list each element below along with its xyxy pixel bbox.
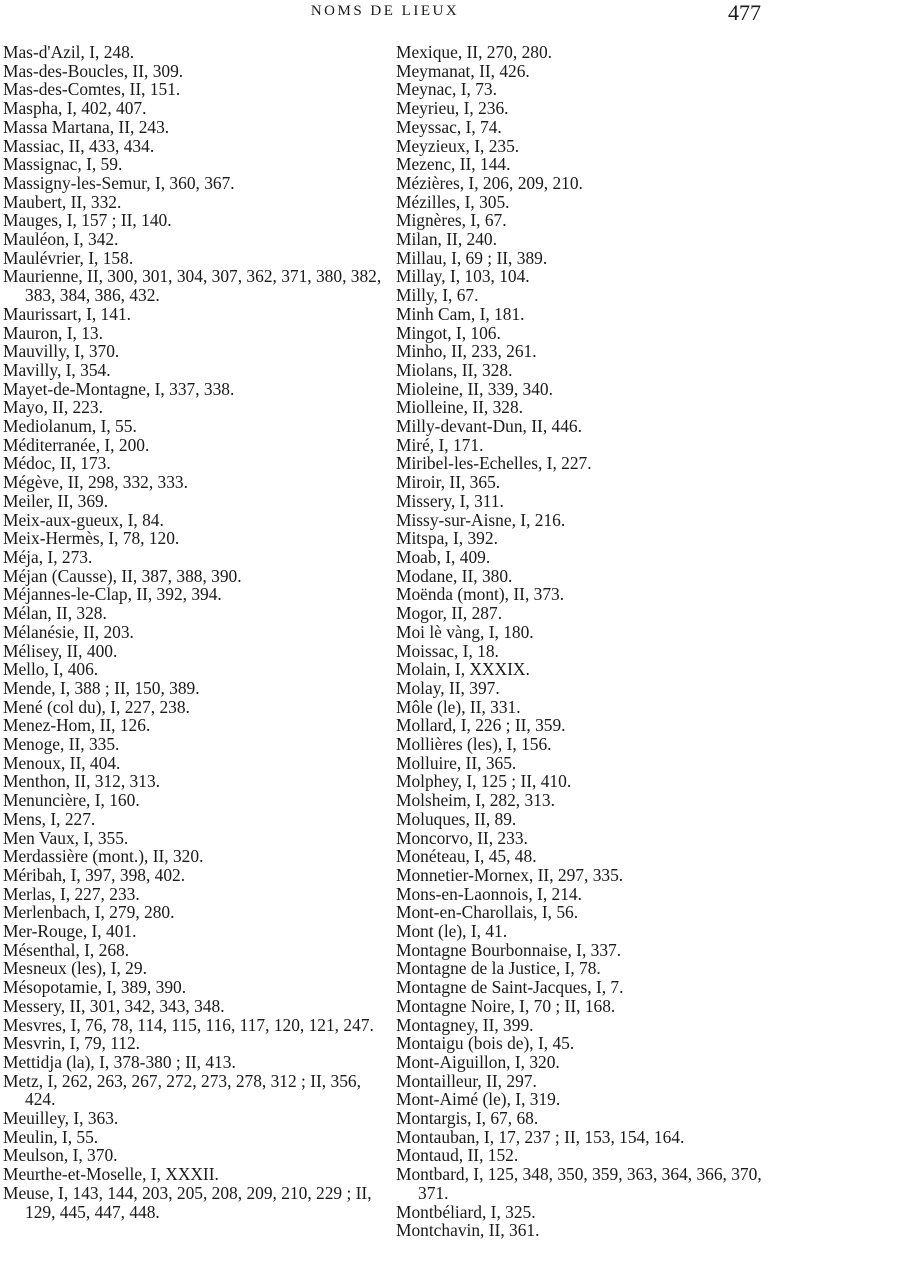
index-entry: Mélanésie, II, 203. — [3, 621, 134, 642]
index-entry: Moënda (mont), II, 373. — [396, 584, 565, 605]
index-entry: Maspha, I, 402, 407. — [3, 98, 147, 119]
index-entry: Mauges, I, 157 ; II, 140. — [3, 210, 172, 231]
index-entry: Mené (col du), I, 227, 238. — [3, 696, 190, 717]
index-entry: Menthon, II, 312, 313. — [3, 771, 160, 792]
index-entry: Mayet-de-Montagne, I, 337, 338. — [3, 378, 235, 399]
index-entry: Mingot, I, 106. — [396, 322, 501, 343]
index-entry: Molay, II, 397. — [396, 677, 500, 698]
index-entry: Mezenc, II, 144. — [396, 154, 511, 175]
index-entry: Mélan, II, 328. — [3, 603, 107, 624]
index-entry: Mauvilly, I, 370. — [3, 341, 120, 362]
index-entry: Méribah, I, 397, 398, 402. — [3, 864, 186, 885]
running-title: NOMS DE LIEUX — [310, 3, 460, 19]
index-entry: Mitspa, I, 392. — [396, 528, 498, 549]
page-number: 477 — [728, 0, 761, 25]
index-entry: Mésopotamie, I, 389, 390. — [3, 977, 187, 998]
index-entry: Minho, II, 233, 261. — [396, 341, 537, 362]
index-entry: Montagne Bourbonnaise, I, 337. — [396, 939, 622, 960]
index-entry: Montailleur, II, 297. — [396, 1070, 537, 1091]
index-entry: Moluques, II, 89. — [396, 808, 517, 829]
index-entry: Mettidja (la), I, 378-380 ; II, 413. — [3, 1051, 236, 1072]
index-entry: Mélisey, II, 400. — [3, 640, 118, 661]
index-entry: Maurienne, II, 300, 301, 304, 307, 362, 371, 380, 382, 383, 384, 386, 432. — [3, 266, 382, 306]
index-entry: Mollard, I, 226 ; II, 359. — [396, 715, 566, 736]
index-entry: Massigny-les-Semur, I, 360, 367. — [3, 172, 235, 193]
index-entry: Minh Cam, I, 181. — [396, 303, 525, 324]
index-entry: Montaigu (bois de), I, 45. — [396, 1033, 575, 1054]
index-entry: Meix-aux-gueux, I, 84. — [3, 509, 164, 530]
index-column-left — [3, 43, 383, 1221]
index-entry: Mollières (les), I, 156. — [396, 734, 552, 755]
index-entry: Merdassière (mont.), II, 320. — [3, 846, 204, 867]
index-entry: Meynac, I, 73. — [396, 79, 497, 100]
index-entry: Meulin, I, 55. — [3, 1126, 99, 1147]
index-entry: Méjan (Causse), II, 387, 388, 390. — [3, 565, 242, 586]
index-entry: Moncorvo, II, 233. — [396, 827, 528, 848]
index-entry: Milan, II, 240. — [396, 229, 497, 250]
index-entry: Mas-des-Comtes, II, 151. — [3, 79, 181, 100]
index-entry: Mioleine, II, 339, 340. — [396, 378, 553, 399]
index-entry: Missery, I, 311. — [396, 490, 504, 511]
index-entry: Meyzieux, I, 235. — [396, 135, 520, 156]
index-entry: Miribel-les-Echelles, I, 227. — [396, 453, 592, 474]
index-entry: Mesvres, I, 76, 78, 114, 115, 116, 117, 120, 121, 247. — [3, 1014, 374, 1035]
index-entry: Mogor, II, 287. — [396, 603, 503, 624]
index-entry: Méjannes-le-Clap, II, 392, 394. — [3, 584, 222, 605]
index-entry: Montagney, II, 399. — [396, 1014, 534, 1035]
index-entry: Molluire, II, 365. — [396, 752, 517, 773]
index-entry: Massa Martana, II, 243. — [3, 116, 170, 137]
index-entry: Monéteau, I, 45, 48. — [396, 846, 537, 867]
index-entry: Meurthe-et-Moselle, I, XXXII. — [3, 1164, 219, 1185]
index-entry: Mesvrin, I, 79, 112. — [3, 1033, 141, 1054]
index-entry: Men Vaux, I, 355. — [3, 827, 129, 848]
index-entry: Miolleine, II, 328. — [396, 397, 524, 418]
index-entry: Meulson, I, 370. — [3, 1145, 118, 1166]
index-entry: Mesneux (les), I, 29. — [3, 958, 147, 979]
index-entry: Mens, I, 227. — [3, 808, 96, 829]
index-entry: Mayo, II, 223. — [3, 397, 103, 418]
index-entry: Milly-devant-Dun, II, 446. — [396, 416, 582, 437]
index-entry: Messery, II, 301, 342, 343, 348. — [3, 995, 225, 1016]
index-entry: Miroir, II, 365. — [396, 472, 501, 493]
index-entry: Moi lè vàng, I, 180. — [396, 621, 534, 642]
index-entry: Montagne de Saint-Jacques, I, 7. — [396, 977, 624, 998]
index-entry: Millay, I, 103, 104. — [396, 266, 530, 287]
index-entry: Monnetier-Mornex, II, 297, 335. — [396, 864, 624, 885]
index-entry: Mediolanum, I, 55. — [3, 416, 137, 437]
index-entry: Molain, I, XXXIX. — [396, 659, 530, 680]
index-entry: Merlas, I, 227, 233. — [3, 883, 140, 904]
index-entry: Maulévrier, I, 158. — [3, 247, 134, 268]
index-entry: Menuncière, I, 160. — [3, 790, 140, 811]
index-entry: Mons-en-Laonnois, I, 214. — [396, 883, 582, 904]
index-entry: Montagne Noire, I, 70 ; II, 168. — [396, 995, 616, 1016]
index-entry: Montargis, I, 67, 68. — [396, 1108, 539, 1129]
index-entry: Mignères, I, 67. — [396, 210, 507, 231]
index-entry: Meyrieu, I, 236. — [396, 98, 509, 119]
index-entry: Mer-Rouge, I, 401. — [3, 921, 137, 942]
index-entry: Mésenthal, I, 268. — [3, 939, 130, 960]
index-entry: Mézilles, I, 305. — [396, 191, 510, 212]
index-entry: Menoge, II, 335. — [3, 734, 120, 755]
index-entry: Massignac, I, 59. — [3, 154, 123, 175]
index-entry: Mauléon, I, 342. — [3, 229, 119, 250]
index-entry: Maurissart, I, 141. — [3, 303, 131, 324]
index-entry: Montauban, I, 17, 237 ; II, 153, 154, 164. — [396, 1126, 685, 1147]
index-entry: Mas-des-Boucles, II, 309. — [3, 60, 184, 81]
index-entry: Missy-sur-Aisne, I, 216. — [396, 509, 566, 530]
index-entry: Montbéliard, I, 325. — [396, 1201, 536, 1222]
index-entry: Meuilley, I, 363. — [3, 1108, 119, 1129]
index-entry: Méditerranée, I, 200. — [3, 434, 150, 455]
index-entry: Mauron, I, 13. — [3, 322, 103, 343]
index-entry: Meix-Hermès, I, 78, 120. — [3, 528, 180, 549]
index-entry: Mavilly, I, 354. — [3, 359, 111, 380]
index-entry: Meymanat, II, 426. — [396, 60, 530, 81]
index-entry: Miolans, II, 328. — [396, 359, 513, 380]
index-entry: Mégève, II, 298, 332, 333. — [3, 472, 188, 493]
index-entry: Meyssac, I, 74. — [396, 116, 502, 137]
index-entry: Miré, I, 171. — [396, 434, 484, 455]
index-entry: Médoc, II, 173. — [3, 453, 111, 474]
index-entry: Moissac, I, 18. — [396, 640, 499, 661]
index-entry: Mende, I, 388 ; II, 150, 389. — [3, 677, 200, 698]
index-entry: Menez-Hom, II, 126. — [3, 715, 151, 736]
index-entry: Moab, I, 409. — [396, 546, 491, 567]
index-entry: Massiac, II, 433, 434. — [3, 135, 155, 156]
index-entry: Merlenbach, I, 279, 280. — [3, 902, 175, 923]
index-entry: Mont-Aiguillon, I, 320. — [396, 1051, 560, 1072]
index-entry: Mont (le), I, 41. — [396, 921, 508, 942]
index-entry: Molphey, I, 125 ; II, 410. — [396, 771, 572, 792]
index-entry: Millau, I, 69 ; II, 389. — [396, 247, 548, 268]
index-entry: Meiler, II, 369. — [3, 490, 109, 511]
index-entry: Mézières, I, 206, 209, 210. — [396, 172, 583, 193]
index-entry: Metz, I, 262, 263, 267, 272, 273, 278, 312 ; II, 356, 424. — [3, 1070, 361, 1110]
index-entry: Mas-d'Azil, I, 248. — [3, 42, 135, 62]
index-entry: Mello, I, 406. — [3, 659, 99, 680]
index-column-right — [396, 43, 796, 1240]
index-entry: Modane, II, 380. — [396, 565, 513, 586]
index-entry: Menoux, II, 404. — [3, 752, 121, 773]
index-entry: Milly, I, 67. — [396, 285, 479, 306]
index-entry: Montagne de la Justice, I, 78. — [396, 958, 601, 979]
index-entry: Mont-en-Charollais, I, 56. — [396, 902, 579, 923]
index-entry: Méja, I, 273. — [3, 546, 93, 567]
index-entry: Môle (le), II, 331. — [396, 696, 521, 717]
index-entry: Montchavin, II, 361. — [396, 1220, 540, 1241]
index-entry: Mexique, II, 270, 280. — [396, 42, 553, 62]
index-entry: Mont-Aimé (le), I, 319. — [396, 1089, 561, 1110]
index-entry: Montbard, I, 125, 348, 350, 359, 363, 364, 366, 370, 371. — [396, 1164, 762, 1203]
page-header — [0, 0, 899, 30]
index-entry: Meuse, I, 143, 144, 203, 205, 208, 209, 210, 229 ; II, 129, 445, 447, 448. — [3, 1182, 372, 1222]
index-entry: Maubert, II, 332. — [3, 191, 122, 212]
index-entry: Molsheim, I, 282, 313. — [396, 790, 555, 811]
index-entry: Montaud, II, 152. — [396, 1145, 519, 1166]
